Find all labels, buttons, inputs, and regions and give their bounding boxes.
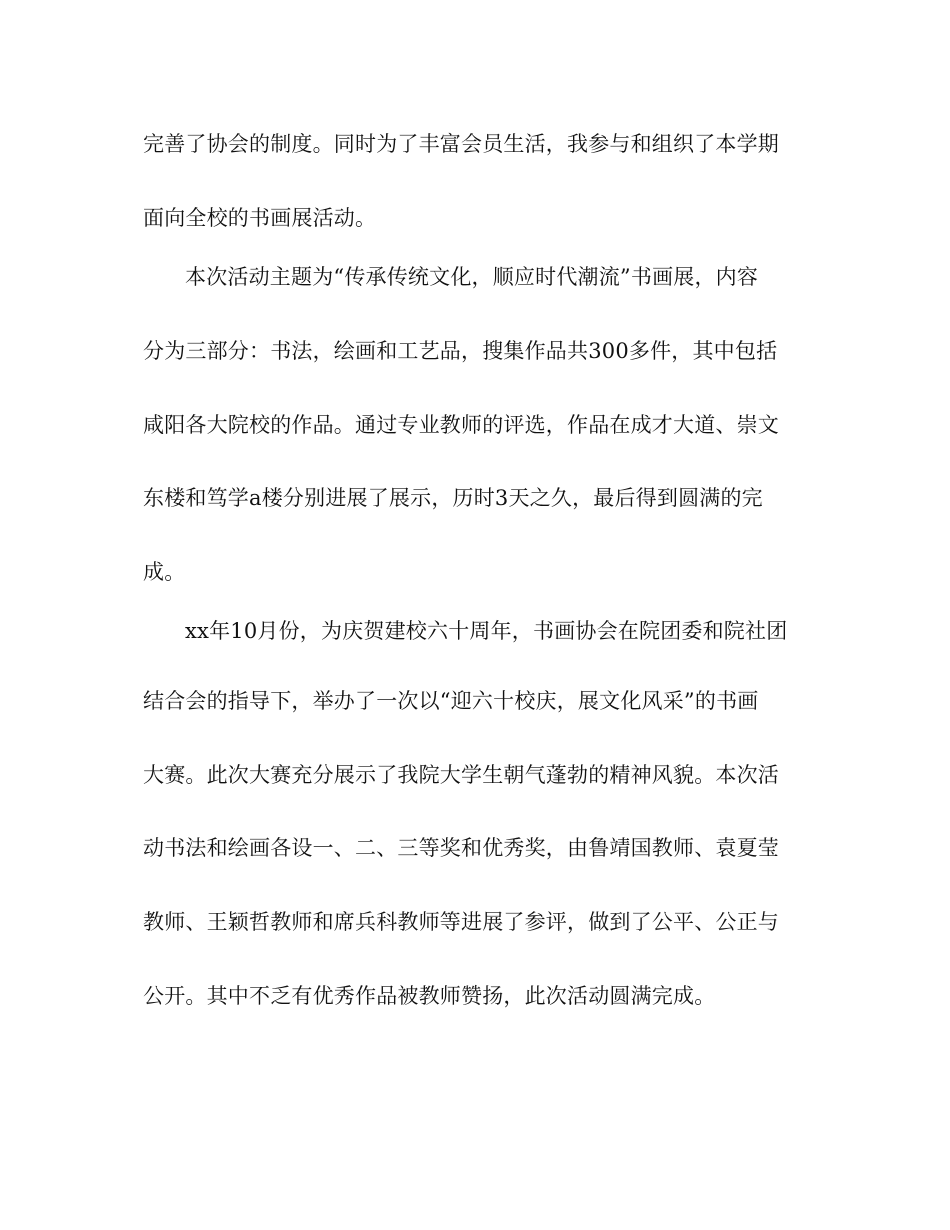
paragraph-line: 动书法和绘画各设一、二、三等奖和优秀奖，由鲁靖国教师、袁夏莹 <box>143 836 779 860</box>
paragraph-line-indented: 本次活动主题为“传承传统文化，顺应时代潮流”书画展，内容 <box>185 265 759 289</box>
paragraph-line: 教师、王颖哲教师和席兵科教师等进展了参评，做到了公平、公正与 <box>143 910 779 934</box>
paragraph-line: 东楼和笃学a楼分别进展了展示，历时3天之久，最后得到圆满的完 <box>143 486 763 510</box>
paragraph-line: 公开。其中不乏有优秀作品被教师赞扬，此次活动圆满完成。 <box>143 984 716 1008</box>
paragraph-line: 成。 <box>143 560 186 584</box>
paragraph-line: 面向全校的书画展活动。 <box>143 206 377 230</box>
paragraph-line: 完善了协会的制度。同时为了丰富会员生活，我参与和组织了本学期 <box>143 132 779 156</box>
paragraph-line: 咸阳各大院校的作品。通过专业教师的评选，作品在成才大道、崇文 <box>143 413 779 437</box>
paragraph-line: 结合会的指导下，举办了一次以“迎六十校庆，展文化风采”的书画 <box>143 689 759 713</box>
paragraph-line: 大赛。此次大赛充分展示了我院大学生朝气蓬勃的精神风貌。本次活 <box>143 763 779 787</box>
paragraph-line: 分为三部分：书法，绘画和工艺品，搜集作品共300多件，其中包括 <box>143 339 778 363</box>
paragraph-line-indented: xx年10月份，为庆贺建校六十周年，书画协会在院团委和院社团 <box>185 619 788 643</box>
